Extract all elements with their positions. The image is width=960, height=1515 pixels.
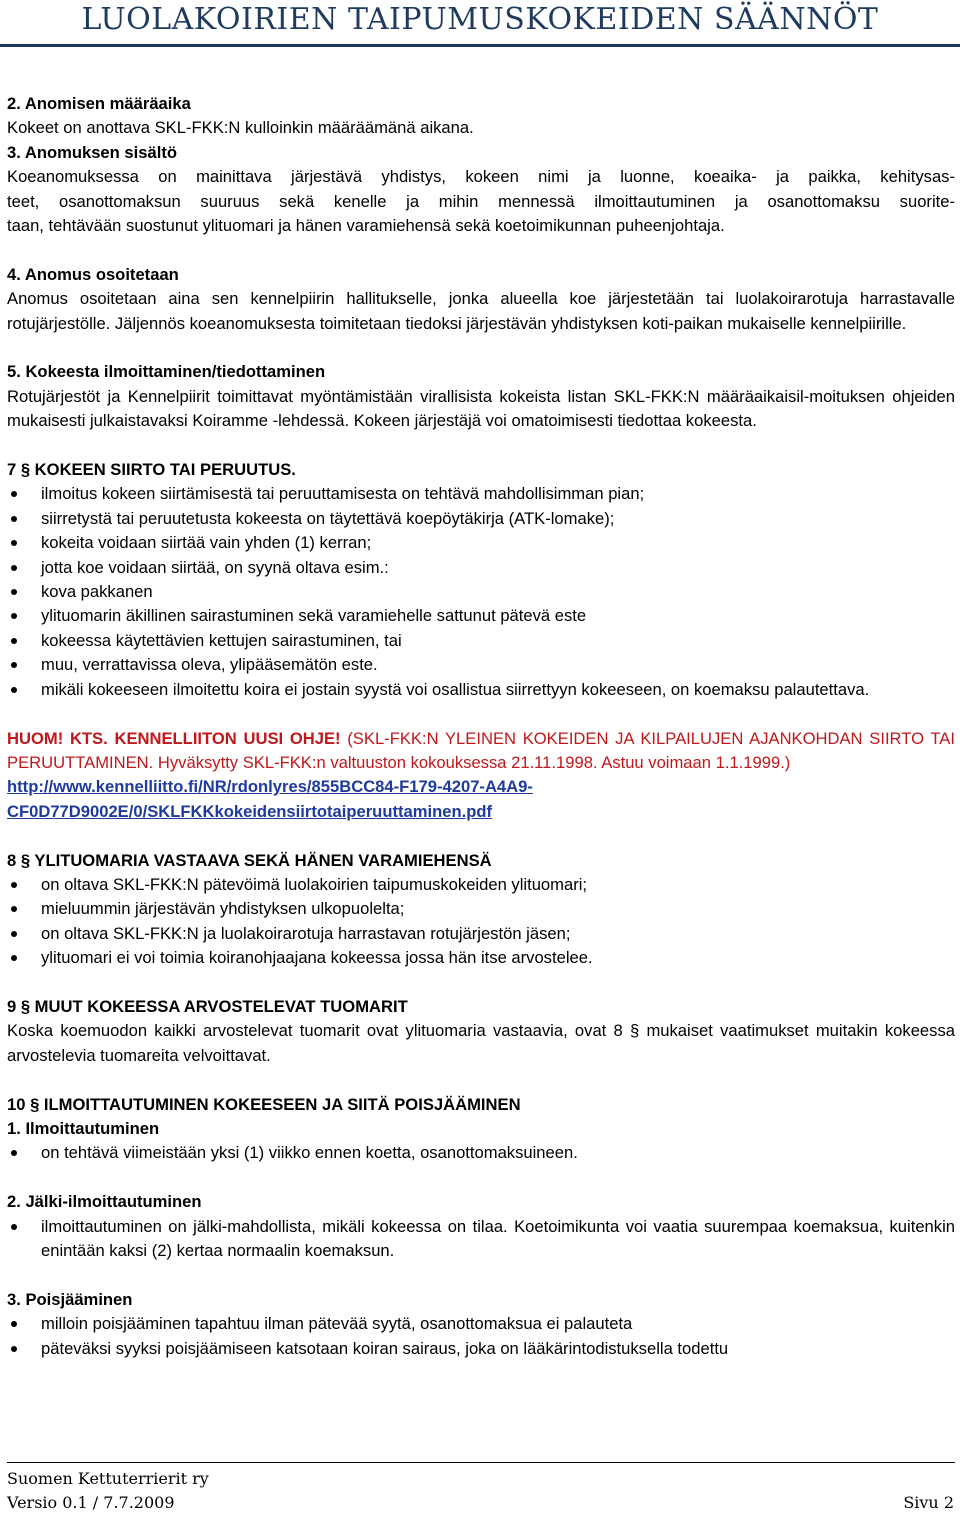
section-3-heading: 3. Anomuksen sisältö xyxy=(7,142,177,162)
header-divider xyxy=(0,44,960,47)
list-item: siirretystä tai peruutetusta kokeesta on täytettävä koepöytäkirja (ATK-lomake); xyxy=(7,507,955,531)
kennelliitto-notice xyxy=(7,727,955,776)
section-3-line-2: teet, osanottomaksun suuruus sekä kenelle ja mihin mennessä ilmoittautuminen ja osanottomaksu suorite- xyxy=(7,191,955,211)
section-4-text: Anomus osoitetaan aina sen kennelpiirin hallitukselle, jonka alueella koe järjestetään tai luolakoirarotuja harrastavalle rotujärjestölle. Jäljennös koeanomuksesta toimitetaan tiedoksi järjestävän yhdistyksen koti-paikan mukaiselle kennelpiirille. xyxy=(7,289,955,333)
notice-bold: HUOM! KTS. KENNELLIITON UUSI OHJE! xyxy=(7,728,341,748)
document-title: LUOLAKOIRIEN TAIPUMUSKOKEIDEN SÄÄNNÖT xyxy=(81,2,879,37)
subsection-2-list xyxy=(7,1215,955,1264)
subsection-3-list xyxy=(7,1312,955,1361)
notice-text: (SKL-FKK:N YLEINEN KOKEIDEN JA KILPAILUJEN AJANKOHDAN SIIRTO TAI PERUUTTAMINEN. Hyväksytty SKL-FKK:n valtuuston kokouksessa 21.11.1998. Astuu voimaan 1.1.1999.) xyxy=(7,728,955,772)
list-item: mikäli kokeeseen ilmoitettu koira ei jostain syystä voi osallistua siirrettyyn kokeeseen, on koemaksu palautettava. xyxy=(7,678,955,702)
subsection-3-heading: 3. Poisjääminen xyxy=(7,1289,133,1309)
section-5-heading: 5. Kokeesta ilmoittaminen/tiedottaminen xyxy=(7,362,326,382)
notice-link-part-1[interactable]: http://www.kennelliitto.fi/NR/rdonlyres/855BCC84-F179-4207-A4A9- xyxy=(7,777,533,797)
section-9-text: Koska koemuodon kaikki arvostelevat tuomarit ovat ylituomaria vastaavia, ovat 8 § mukaiset vaatimukset muitakin kokeessa arvostelevia tuomareita velvoittavat. xyxy=(7,1021,955,1065)
subsection-2-heading: 2. Jälki-ilmoittautuminen xyxy=(7,1192,202,1212)
list-item: ylituomarin äkillinen sairastuminen sekä varamiehelle sattunut pätevä este xyxy=(7,604,955,628)
section-2-text: Kokeet on anottava SKL-FKK:N kulloinkin määräämänä aikana. xyxy=(7,118,474,138)
list-item: päteväksi syyksi poisjäämiseen katsotaan koiran sairaus, joka on lääkärintodistuksella todettu xyxy=(7,1337,955,1361)
section-3-line-1: Koeanomuksessa on mainittava järjestävä yhdistys, kokeen nimi ja luonne, koeaika- ja paikka, kehitysas- xyxy=(7,167,955,187)
section-3-line-3: taan, tehtävään suostunut ylituomari ja hänen varamiehensä sekä koetoimikunnan puheenjohtaja. xyxy=(7,216,725,236)
notice-link-part-2[interactable]: CF0D77D9002E/0/SKLFKKkokeidensiirtotaiperuuttaminen.pdf xyxy=(7,801,493,821)
subsection-1-heading: 1. Ilmoittautuminen xyxy=(7,1118,160,1138)
list-item: kokeessa käytettävien kettujen sairastuminen, tai xyxy=(7,629,955,653)
section-5-text: Rotujärjestöt ja Kennelpiirit toimittavat myöntämistään virallisista kokeista listan SKL-FKK:N määräaikaisil-moituksen ohjeiden mukaisesti julkaistavaksi Koiramme -lehdessä. Kokeen järjestäjä voi omatoimisesti tiedottaa kokeesta. xyxy=(7,386,955,431)
section-10-heading: 10 § ILMOITTAUTUMINEN KOKEESEEN JA SIITÄ POISJÄÄMINEN xyxy=(7,1094,521,1114)
page-number: Sivu 2 xyxy=(903,1493,954,1512)
section-8-heading: 8 § YLITUOMARIA VASTAAVA SEKÄ HÄNEN VARAMIEHENSÄ xyxy=(7,850,492,870)
document-body xyxy=(7,92,955,1361)
list-item: milloin poisjääminen tapahtuu ilman pätevää syytä, osanottomaksua ei palauteta xyxy=(7,1312,955,1336)
section-9-heading: 9 § MUUT KOKEESSA ARVOSTELEVAT TUOMARIT xyxy=(7,996,408,1016)
list-item: ilmoitus kokeen siirtämisestä tai peruuttamisesta on tehtävä mahdollisimman pian; xyxy=(7,482,955,506)
list-item: kokeita voidaan siirtää vain yhden (1) kerran; xyxy=(7,531,955,555)
subsection-1-list xyxy=(7,1141,955,1165)
footer-divider xyxy=(7,1462,955,1463)
list-item: muu, verrattavissa oleva, ylipääsemätön este. xyxy=(7,653,955,677)
list-item: on tehtävä viimeistään yksi (1) viikko ennen koetta, osanottomaksuineen. xyxy=(7,1141,955,1165)
section-4-heading: 4. Anomus osoitetaan xyxy=(7,264,179,284)
list-item: mieluummin järjestävän yhdistyksen ulkopuolelta; xyxy=(7,897,955,921)
list-item: kova pakkanen xyxy=(7,580,955,604)
notice-link-block xyxy=(7,775,955,824)
section-8-list xyxy=(7,873,955,971)
footer-organization: Suomen Kettuterrierit ry xyxy=(7,1469,209,1488)
list-item: on oltava SKL-FKK:N pätevöimä luolakoirien taipumuskokeiden ylituomari; xyxy=(7,873,955,897)
section-2-heading: 2. Anomisen määräaika xyxy=(7,94,191,113)
footer-version: Versio 0.1 / 7.7.2009 xyxy=(7,1493,175,1512)
list-item: on oltava SKL-FKK:N ja luolakoirarotuja harrastavan rotujärjestön jäsen; xyxy=(7,922,955,946)
list-item: ylituomari ei voi toimia koiranohjaajana kokeessa jossa hän itse arvostelee. xyxy=(7,946,955,970)
section-7-list xyxy=(7,482,955,702)
section-7-heading: 7 § KOKEEN SIIRTO TAI PERUUTUS. xyxy=(7,460,296,480)
list-item: ilmoittautuminen on jälki-mahdollista, mikäli kokeessa on tilaa. Koetoimikunta voi vaatia suurempaa koemaksua, kuitenkin enintään kaksi (2) kertaa normaalin koemaksun. xyxy=(7,1215,955,1264)
list-item: jotta koe voidaan siirtää, on syynä oltava esim.: xyxy=(7,556,955,580)
